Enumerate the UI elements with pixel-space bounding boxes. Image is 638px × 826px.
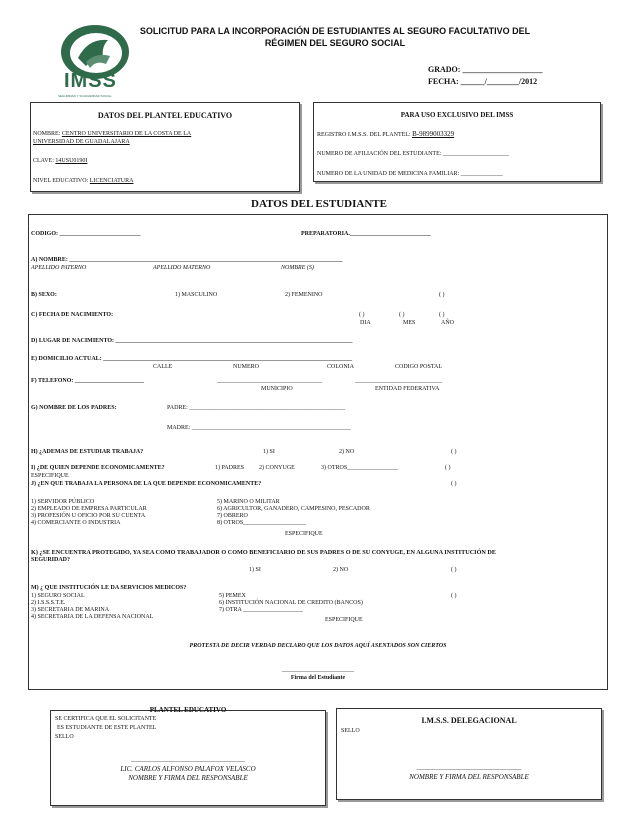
imss-unidad-field[interactable]: NUMERO DE LA UNIDAD DE MEDICINA FAMILIAR: ______________	[317, 171, 503, 177]
footer-plantel-box	[50, 706, 326, 806]
trabajo-especifique: ESPECIFIQUE	[285, 531, 323, 537]
dia-label: DIA	[360, 320, 371, 326]
trabaja-box[interactable]: ( )	[451, 449, 457, 455]
institucion-option[interactable]: 3) SECRETARIA DE MARINA	[31, 607, 110, 613]
form-title-line2: RÉGIMEN DEL SEGURO SOCIAL	[264, 38, 406, 48]
institucion-option[interactable]: 2) I.S.S.S.T.E.	[31, 600, 66, 606]
student-section-title: DATOS DEL ESTUDIANTE	[251, 198, 387, 210]
plantel-nombre-value: CENTRO UNIVERSITARIO DE LA COSTA DE LA	[61, 131, 192, 137]
telefono-field[interactable]: F) TELEFONO: _______________________	[31, 378, 144, 384]
trabajo-option[interactable]: 6) AGRICULTOR, GANADERO, CAMPESINO, PESCADOR	[217, 506, 370, 512]
trabajo-option[interactable]: 8) OTROS_____________________	[217, 520, 307, 526]
institucion-option[interactable]: 1) SEGURO SOCIAL	[31, 593, 85, 599]
institucion-box[interactable]: ( )	[451, 593, 457, 599]
footer-plantel-title: PLANTEL EDUCATIVO	[149, 706, 227, 714]
institucion-option[interactable]: 5) PEMEX	[219, 593, 246, 599]
footer-imss-firma: NOMBRE Y FIRMA DEL RESPONSABLE	[409, 773, 529, 781]
sexo-masculino[interactable]: 1) MASCULINO	[175, 292, 218, 298]
trabajo-option[interactable]: 4) COMERCIANTE O INDUSTRIA	[31, 520, 121, 526]
apellido-paterno-label: APELLIDO PATERNO	[31, 265, 87, 271]
trabajo-options-left	[31, 499, 147, 527]
mes-label: MES	[403, 320, 416, 326]
depende-padres[interactable]: 1) PADRES	[215, 465, 244, 471]
preparatoria-field[interactable]: PREPARATORIA.___________________________	[301, 231, 431, 237]
footer-plantel-sign-line[interactable]: ______________________________________	[131, 757, 245, 763]
trabajo-options-right	[217, 499, 370, 527]
lugar-nacimiento-field[interactable]: D) LUGAR DE NACIMIENTO: _______________________________________________________________________________	[31, 338, 353, 344]
dia-box[interactable]: ( )	[359, 312, 365, 318]
sexo-box[interactable]: ( )	[439, 292, 445, 298]
numero-label: NUMERO	[233, 364, 260, 370]
trabaja-label: H) ¿ADEMAS DE ESTUDIAR TRABAJA?	[31, 449, 144, 455]
grado-field[interactable]: GRADO: ____________________	[428, 65, 543, 74]
nombres-label: NOMBRE (S)	[281, 265, 314, 271]
codigo-postal-label: CODIGO POSTAL	[395, 364, 443, 370]
institucion-option[interactable]: 6) INSTITUCIÓN NACIONAL DE CREDITO (BANCOS)	[219, 600, 363, 606]
municipio-label: MUNICIPIO	[261, 386, 293, 392]
logo-text: IMSS	[64, 70, 117, 92]
logo-subtext: SEGURIDAD Y SOLIDARIDAD SOCIAL	[58, 94, 112, 98]
footer-plantel-firma: NOMBRE Y FIRMA DEL RESPONSABLE	[128, 774, 248, 782]
trabajo-option[interactable]: 1) SERVIDOR PÚBLICO	[31, 499, 95, 505]
imss-registro: REGISTRO I.M.S.S. DEL PLANTEL: B-9899003329	[317, 130, 455, 138]
fecha-field[interactable]: FECHA: ______/________/2012	[428, 77, 538, 86]
institucion-option[interactable]: 4) SECRETARIA DE LA DEFENSA NACIONAL	[31, 614, 154, 620]
entidad-label: ENTIDAD FEDERATIVA	[375, 386, 440, 392]
anio-box[interactable]: ( )	[439, 312, 445, 318]
padre-field[interactable]: PADRE: ____________________________________________________	[167, 405, 346, 411]
protesta-text: PROTESTA DE DECIR VERDAD DECLARO QUE LOS DATOS AQUÍ ASENTADOS SON CIERTOS	[189, 643, 447, 649]
depende-conyuge[interactable]: 2) CONYUGE	[259, 465, 295, 471]
trabajo-option[interactable]: 3) PROFESIÓN U OFICIO POR SU CUENTA	[31, 513, 146, 519]
persona-trabajo-label: J) ¿EN QUE TRABAJA LA PERSONA DE LA QUE DEPENDE ECONOMICAMENTE?	[31, 481, 262, 487]
trabaja-no[interactable]: 2) NO	[339, 449, 355, 455]
anio-label: AÑO	[441, 320, 454, 326]
plantel-nombre: NOMBRE: CENTRO UNIVERSITARIO DE LA COSTA DE LA	[33, 131, 192, 137]
plantel-data-box	[30, 102, 300, 192]
protegido-label-line2: SEGURIDAD?	[31, 557, 71, 563]
plantel-box-title: DATOS DEL PLANTEL EDUCATIVO	[97, 111, 233, 120]
footer-plantel-line2: ES ESTUDIANTE DE ESTE PLANTEL	[57, 725, 157, 731]
calle-label: CALLE	[153, 364, 173, 370]
trabajo-option[interactable]: 7) OBRERO	[217, 513, 248, 519]
padres-label: G) NOMBRE DE LOS PADRES:	[31, 405, 117, 411]
fecha-nacimiento-label: C) FECHA DE NACIMIENTO:	[31, 312, 114, 318]
protegido-label-line1: K) ¿SE ENCUENTRA PROTEGIDO, YA SEA COMO TRABAJADOR O COMO BENEFICIARIO DE SUS PADRES O DE SU CONYUGE, EN ALGUNA INSTITUCIÓN DE	[31, 549, 496, 556]
protegido-si[interactable]: 1) SI	[249, 567, 261, 573]
trabaja-si[interactable]: 1) SI	[263, 449, 275, 455]
depende-box[interactable]: ( )	[445, 465, 451, 471]
mes-box[interactable]: ( )	[399, 312, 405, 318]
institucion-label: M) ¿ QUE INSTITUCIÓN LE DA SERVICIOS MEDICOS?	[31, 585, 187, 591]
protegido-box[interactable]: ( )	[451, 567, 457, 573]
codigo-field[interactable]: CODIGO: ___________________________	[31, 231, 141, 237]
student-data-box	[28, 214, 608, 690]
footer-imss-sign-line[interactable]: ___________________________________	[416, 765, 522, 771]
trabajo-option[interactable]: 5) MARINO O MILITAR	[217, 499, 280, 505]
madre-field[interactable]: MADRE: _____________________________________________________	[167, 425, 351, 431]
form-title-line1: SOLICITUD PARA LA INCORPORACIÓN DE ESTUDIANTES AL SEGURO FACULTATIVO DEL	[139, 26, 531, 36]
sexo-label: B) SEXO:	[31, 292, 57, 298]
plantel-clave: CLAVE: 14USU0190I	[33, 158, 88, 164]
apellido-materno-label: APELLIDO MATERNO	[153, 265, 211, 271]
trabajo-option[interactable]: 2) EMPLEADO DE EMPRESA PARTICULAR	[31, 506, 147, 512]
footer-plantel-sello: SELLO	[55, 734, 74, 740]
institucion-options-left	[31, 593, 153, 621]
footer-plantel-responsable: LIC. CARLOS ALFONSO PALAFOX VELASCO	[120, 765, 256, 773]
firma-estudiante-line[interactable]: ________________________	[282, 667, 354, 673]
nombre-field[interactable]: A) NOMBRE: ___________________________________________________________________________________________	[31, 257, 343, 263]
footer-imss-box	[336, 708, 602, 800]
imss-afiliacion-field[interactable]: NUMERO DE AFILIACIÓN DEL ESTUDIANTE: ______________________	[317, 151, 509, 157]
plantel-nivel: NIVEL EDUCATIVO: LICENCIATURA	[33, 178, 134, 184]
footer-imss-title: I.M.S.S. DELEGACIONAL	[421, 716, 517, 725]
colonia-label: COLONIA	[327, 364, 354, 370]
depende-otros[interactable]: 3) OTROS_________________	[321, 465, 399, 471]
entidad-line[interactable]: _____________________________	[355, 378, 442, 384]
firma-estudiante-label: Firma del Estudiante	[290, 675, 346, 681]
institucion-especifique: ESPECIFIQUE	[325, 617, 363, 623]
plantel-nombre-line2: UNIVERSIDAD DE GUADALAJARA	[33, 139, 130, 145]
domicilio-field[interactable]: E) DOMICILIO ACTUAL: ___________________________________________________________________________________	[31, 356, 353, 362]
depende-especifique: ESPECIFIQUE	[31, 473, 69, 479]
imss-use-box	[313, 102, 601, 182]
institucion-option[interactable]: 7) OTRA ____________________	[219, 607, 303, 613]
depende-label: I) ¿DE QUIEN DEPENDE ECONOMICAMENTE?	[31, 465, 165, 471]
footer-plantel-line1: SE CERTIFICA QUE EL SOLICITANTE	[55, 716, 157, 722]
footer-imss-sello: SELLO	[341, 728, 360, 734]
municipio-line[interactable]: ___________________________________	[217, 378, 322, 384]
sexo-femenino[interactable]: 2) FEMENINO	[285, 292, 323, 298]
protegido-no[interactable]: 2) NO	[333, 567, 349, 573]
persona-trabajo-box[interactable]: ( )	[451, 481, 457, 487]
imss-box-title: PARA USO EXCLUSIVO DEL IMSS	[400, 111, 514, 119]
institucion-options-right	[219, 593, 363, 614]
